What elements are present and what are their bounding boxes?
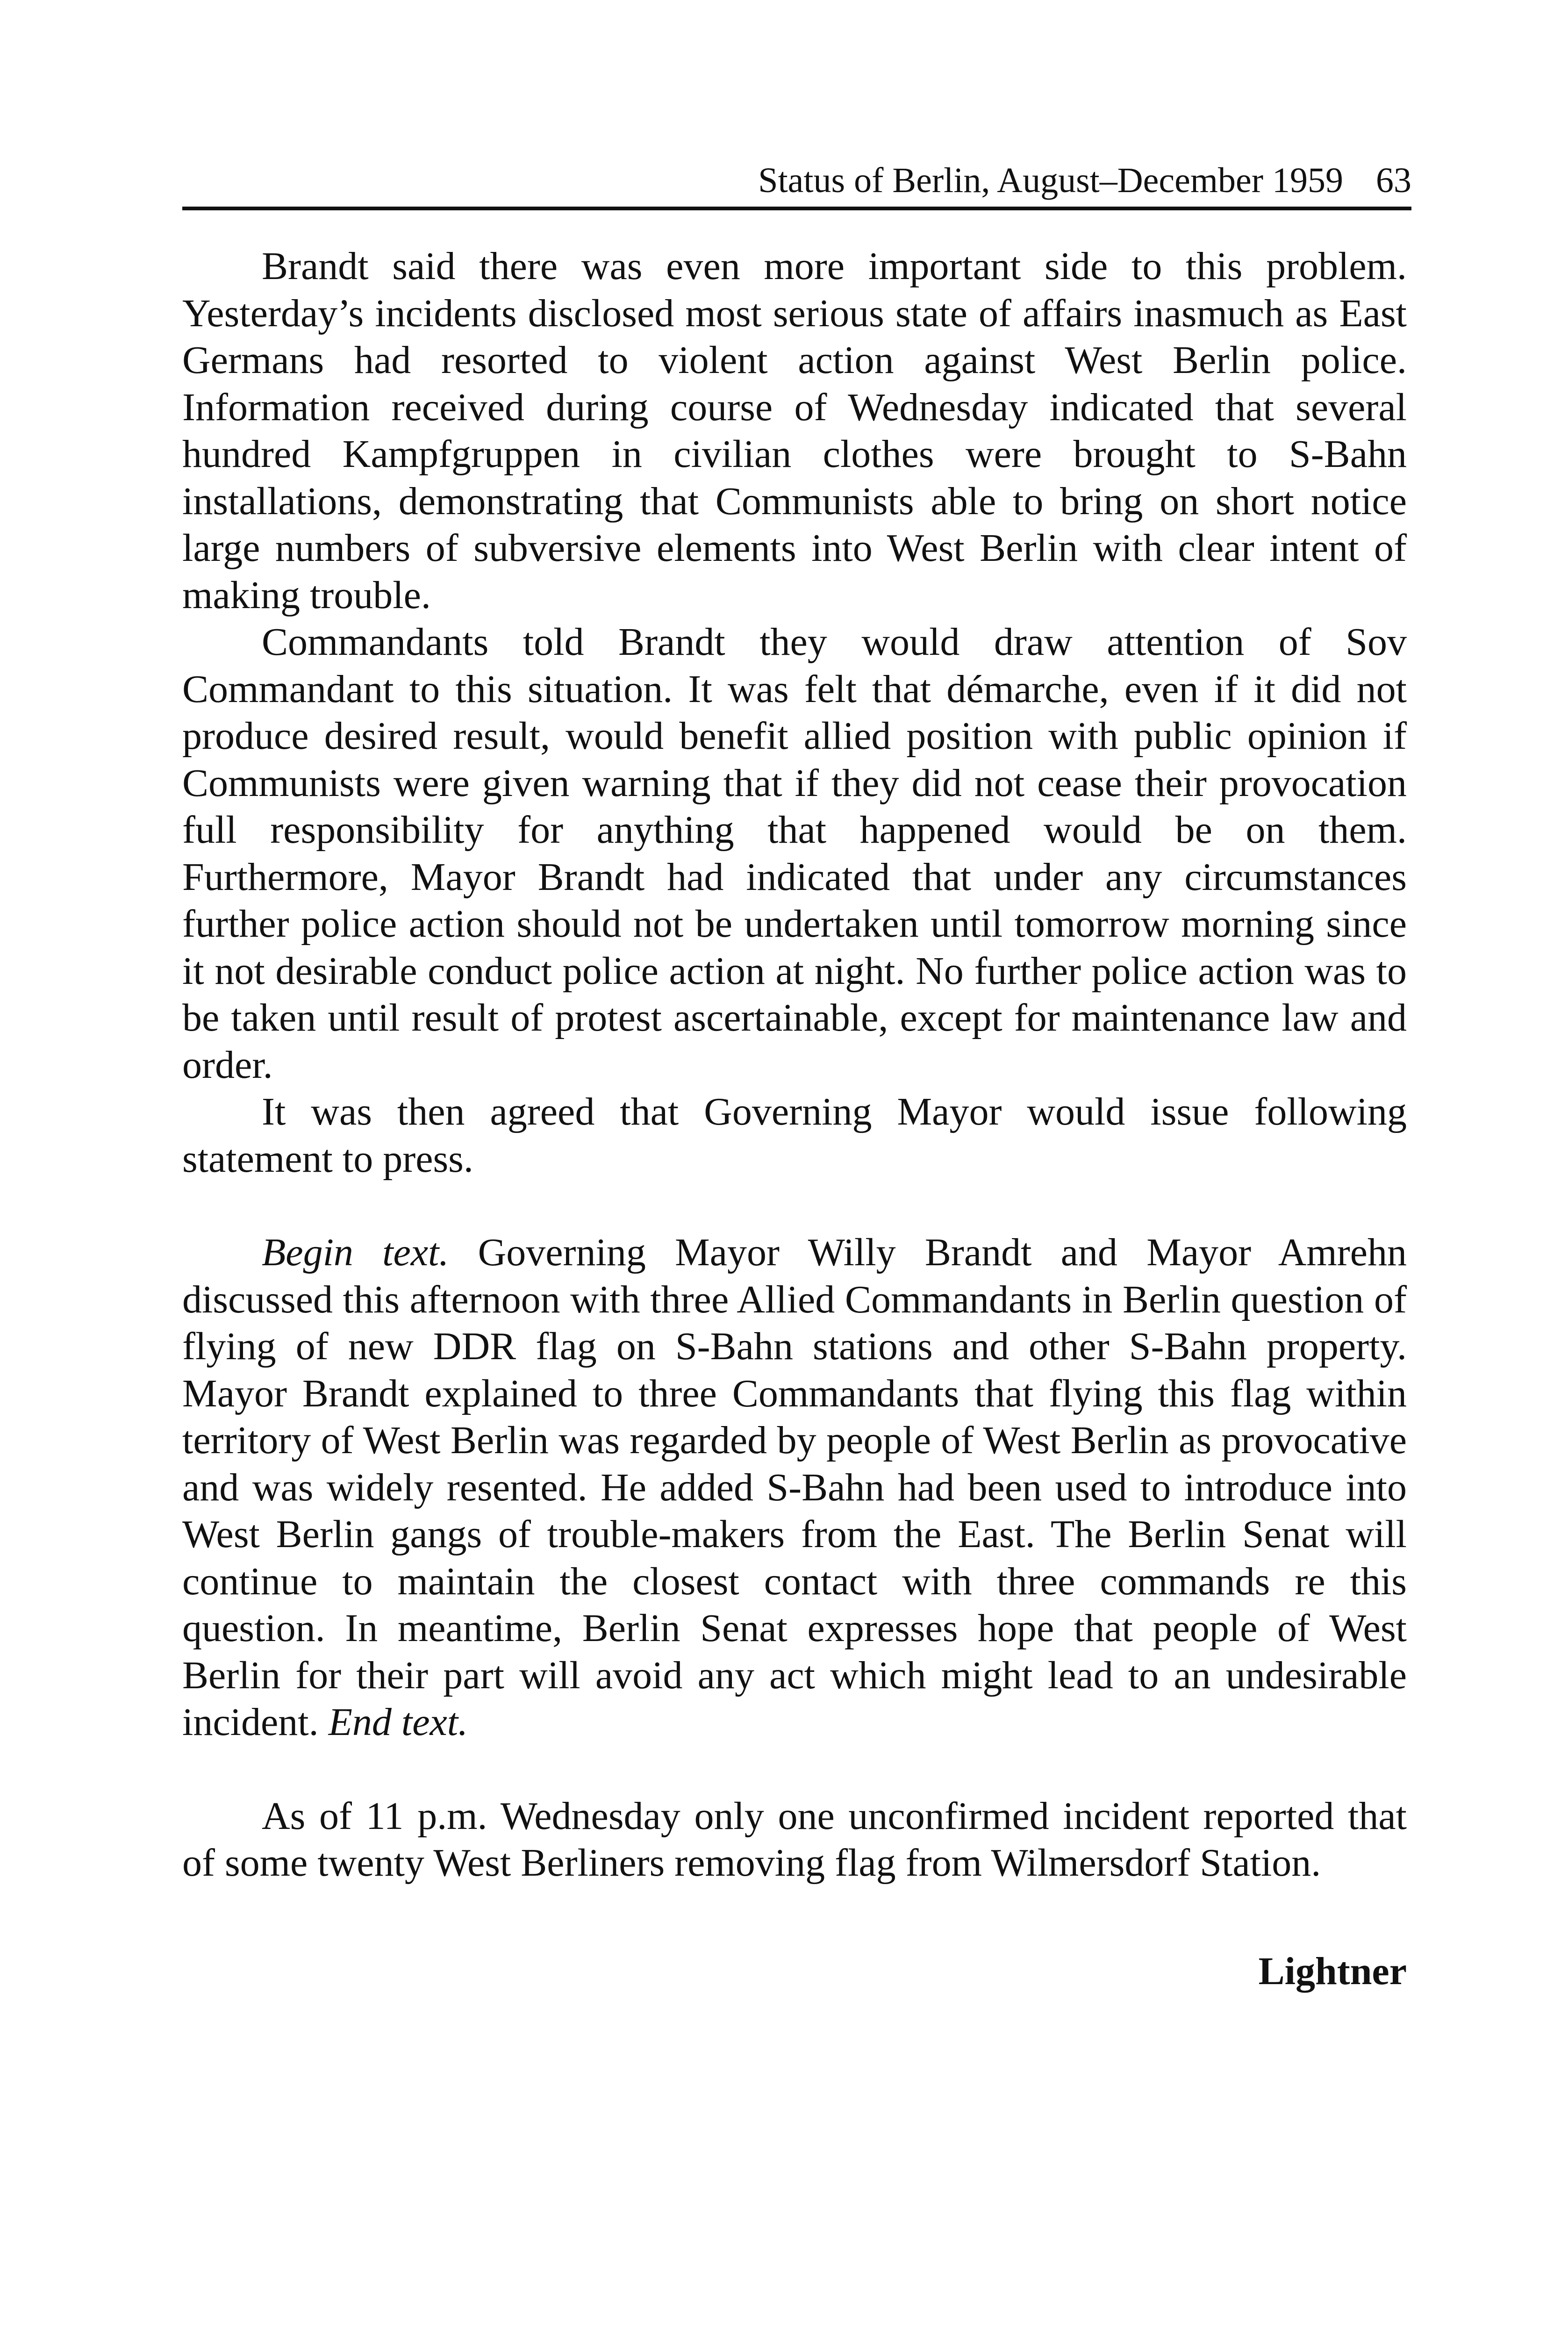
paragraph-press-statement <box>182 1229 1407 1746</box>
press-statement-text: Governing Mayor Willy Brandt and Mayor Amrehn discussed this afternoon with three Allied Commandants in Berlin question of flying of new DDR flag on S-Bahn stations and other S-Bahn property. Mayor Brandt explained to three Commandants that flying this flag within territory of West Berlin was regarded by people of West Berlin as provocative and was widely resented. He added S-Bahn had been used to introduce into West Berlin gangs of trouble-makers from the East. The Berlin Senat will continue to maintain the closest contact with three commands re this question. In meantime, Berlin Senat expresses hope that people of West Berlin for their part will avoid any act which might lead to an undesirable incident. <box>182 1231 1407 1744</box>
document-body <box>182 243 1407 1887</box>
end-text-marker: End text. <box>328 1700 468 1744</box>
page-number: 63 <box>1376 161 1411 200</box>
paragraph-incident-report: As of 11 p.m. Wednesday only one unconfirmed incident reported that of some twenty West Berliners removing flag from Wilmersdorf Station. <box>182 1794 1407 1885</box>
running-header <box>182 159 1411 210</box>
begin-text-marker: Begin text. <box>262 1231 449 1274</box>
paragraph-commandants: Commandants told Brandt they would draw attention of Sov Commandant to this situation. It was felt that démarche, even if it did not produce desired result, would benefit allied position with public opinion if Communists were given warning that if they did not cease their provocation full responsibility for anything that happened would be on them. Furthermore, Mayor Brandt had indicated that under any circumstances further police action should not be undertaken until tomorrow morning since it not desirable conduct police action at night. No further police action was to be taken until result of protest ascertainable, except for maintenance law and order. <box>182 620 1407 1087</box>
signature: Lightner <box>1258 1950 1407 1993</box>
running-header-title: Status of Berlin, August–December 1959 <box>758 161 1343 200</box>
paragraph-brandt-problem: Brandt said there was even more important side to this problem. Yesterday’s incidents disclosed most serious state of affairs inasmuch as East Germans had resorted to violent action against West Berlin police. Information received during course of Wednesday indicated that several hundred Kampfgruppen in civilian clothes were brought to S-Bahn installations, demonstrating that Communists able to bring on short notice large numbers of subversive elements into West Berlin with clear intent of making trouble. <box>182 244 1407 617</box>
paragraph-statement-agreed: It was then agreed that Governing Mayor would issue following statement to press. <box>182 1090 1407 1181</box>
